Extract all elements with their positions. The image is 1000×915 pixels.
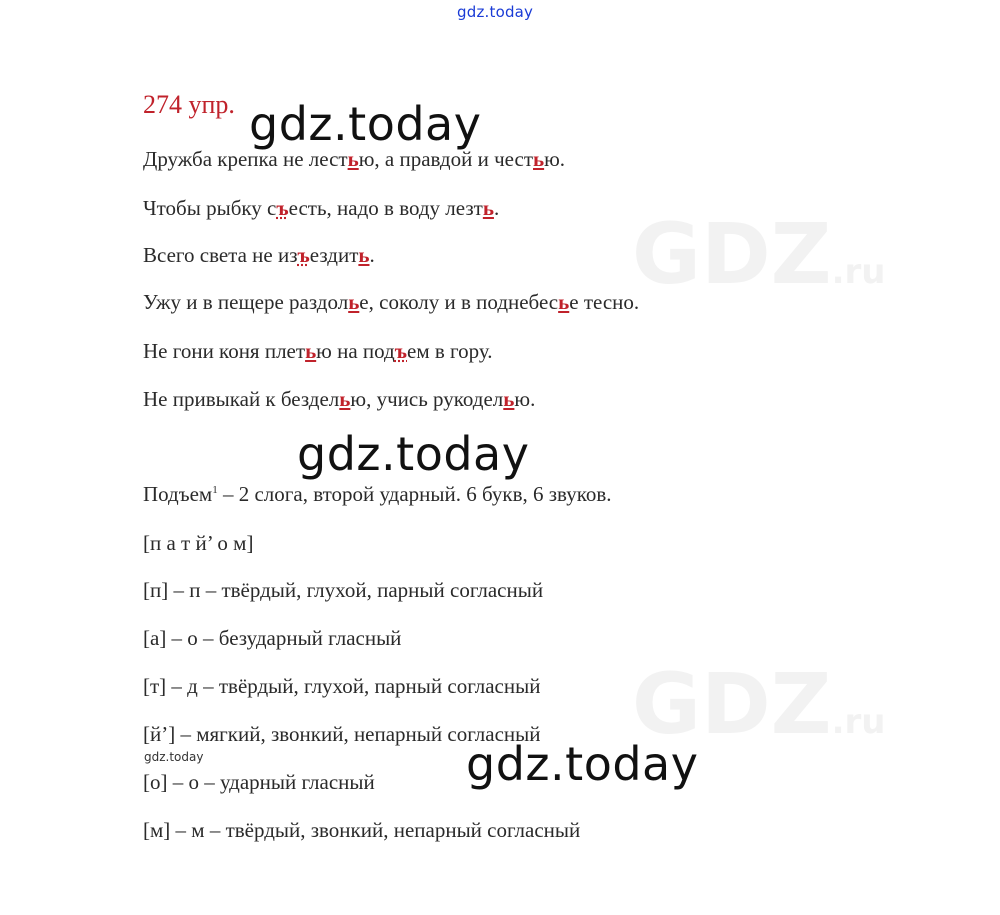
highlighted-letter: ь	[482, 196, 494, 220]
highlighted-letter: ь	[305, 339, 317, 363]
proverb-text: Всего света не из	[143, 243, 298, 267]
proverb-line	[143, 290, 639, 315]
proverb-text: .	[369, 243, 375, 267]
highlighted-letter: ь	[533, 147, 545, 171]
highlighted-letter: ь	[347, 147, 359, 171]
proverb-text: Не гони коня плет	[143, 339, 306, 363]
sound-line: [й’] – мягкий, звонкий, непарный согласный	[143, 722, 541, 746]
proverb-text: ем в гору.	[407, 339, 493, 363]
sound-line: [т] – д – твёрдый, глухой, парный согласный	[143, 674, 541, 698]
highlighted-letter: ъ	[394, 339, 407, 363]
highlighted-letter: ъ	[297, 243, 310, 267]
exercise-title: 274 упр.	[143, 90, 235, 119]
sound-line: [о] – о – ударный гласный	[143, 770, 375, 794]
highlighted-letter: ь	[339, 387, 351, 411]
proverb-text: Ужу и в пещере раздол	[143, 290, 349, 314]
highlighted-letter: ь	[558, 290, 570, 314]
sound-line: [п] – п – твёрдый, глухой, парный согласный	[143, 578, 544, 602]
site-link[interactable]: gdz.today	[457, 3, 534, 21]
highlighted-letter: ь	[503, 387, 515, 411]
background-watermark-1: GDZ.ru	[632, 205, 886, 303]
watermark-small: gdz.today	[144, 750, 204, 764]
sound-line: [м] – м – твёрдый, звонкий, непарный согласный	[143, 818, 581, 842]
proverb-line	[143, 243, 375, 268]
proverb-text: ю.	[544, 147, 566, 171]
sound-line: [а] – о – безударный гласный	[143, 626, 402, 650]
proverb-text: е тесно.	[569, 290, 640, 314]
proverb-text: е, соколу и в поднебес	[359, 290, 559, 314]
highlighted-letter: ь	[348, 290, 360, 314]
highlighted-letter: ь	[358, 243, 370, 267]
transcription: [п а т й’ о м]	[143, 531, 254, 555]
proverb-text: ездит	[309, 243, 359, 267]
proverb-text: Не привыкай к бездел	[143, 387, 340, 411]
proverb-line	[143, 387, 535, 412]
highlighted-letter: ъ	[276, 196, 289, 220]
proverb-line	[143, 339, 493, 364]
watermark-text: gdz.today	[249, 97, 482, 151]
proverb-text: .	[493, 196, 500, 220]
proverb-line	[143, 196, 499, 221]
proverb-text: ю.	[514, 387, 536, 411]
proverb-text: ю, а правдой и чест	[358, 147, 533, 171]
analysis-word: Подъем	[143, 482, 213, 506]
analysis-mark: 1	[212, 484, 218, 496]
proverb-text: ю, учись рукодел	[350, 387, 504, 411]
proverb-text: ю на под	[316, 339, 395, 363]
background-watermark-2: GDZ.ru	[632, 655, 886, 753]
proverb-text: есть, надо в воду лезт	[288, 196, 483, 220]
watermark-text: gdz.today	[297, 427, 530, 481]
proverb-text: Чтобы рыбку с	[143, 196, 277, 220]
analysis-summary-text: – 2 слога, второй ударный. 6 букв, 6 звуков.	[217, 482, 612, 506]
watermark-text: gdz.today	[466, 737, 699, 791]
analysis-summary	[143, 482, 612, 507]
proverb-text: Дружба крепка не лест	[143, 147, 348, 171]
